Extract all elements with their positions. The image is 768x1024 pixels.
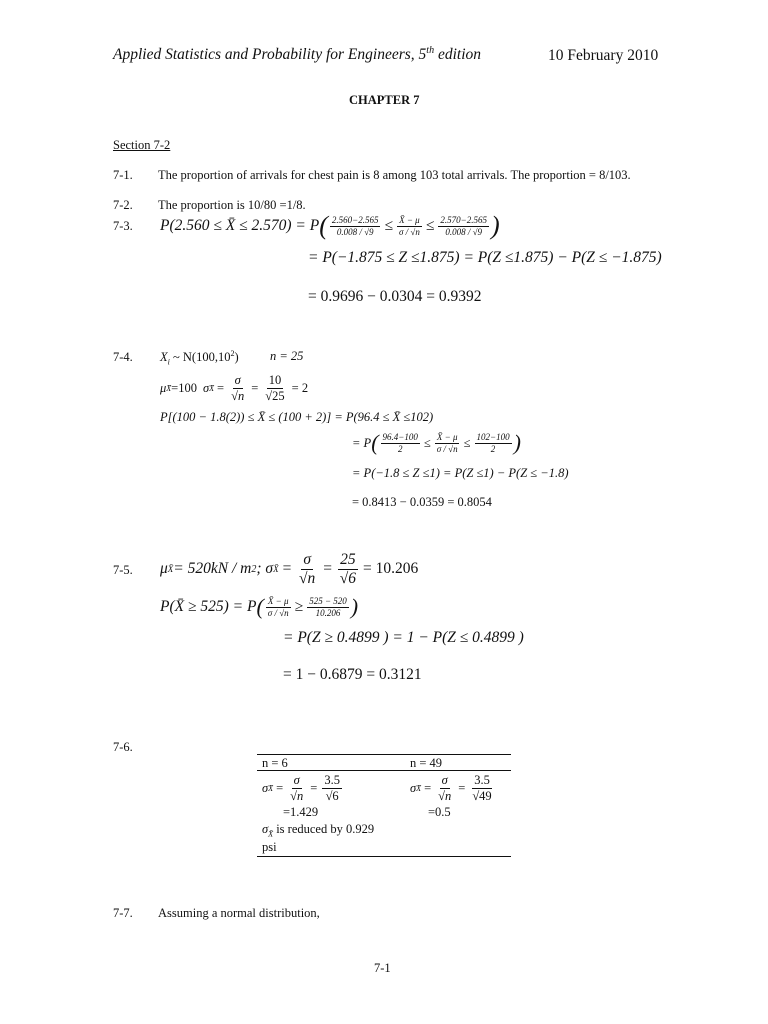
page-number: 7-1 bbox=[374, 961, 391, 975]
table-top-rule bbox=[257, 754, 511, 755]
problem-text: The proportion of arrivals for chest pain is 8 among 103 total arrivals. The proportion = 8/103. bbox=[158, 168, 631, 182]
equation-line: = P(−1.8 ≤ Z ≤1) = P(Z ≤1) − P(Z ≤ −1.8) bbox=[352, 466, 569, 480]
equation-line: $X_i$ ~ N(100,10$^2$) bbox=[160, 349, 239, 367]
problem-number: 7-3. bbox=[113, 219, 133, 233]
equation-line: P(2.560 ≤ X̄ ≤ 2.570) = P ( $\frac{2.560-2.565}{0.008 / √9}$ ≤ $\frac{X̄ - \mu}{\sigma / √n}$ ≤ $\frac{2.570-2.565}{0.008 / √9}$ ) bbox=[160, 211, 500, 240]
problem-number: 7-2. bbox=[113, 198, 133, 212]
equation-line: μ X̄ = 520kN / m 2 ; σ X̄ = $\frac{\sigma}{√n}$ = $\frac{25}{√6}$ = 10.206 bbox=[160, 551, 419, 587]
equation-line: = 1 − 0.6879 = 0.3121 bbox=[283, 666, 422, 683]
table-cell: σ X̄ = $\frac{\sigma}{√n}$ = $\frac{3.5}{√6}$ bbox=[262, 773, 340, 803]
equation-line: μ X̄ =100 σ X̄ = $\frac{\sigma}{√n}$ = $\frac{10}{√25}$ = 2 bbox=[160, 373, 309, 403]
equation-line: = 0.9696 − 0.0304 = 0.9392 bbox=[308, 288, 482, 305]
table-note: $\sigma_{X̄}$ is reduced by 0.929 bbox=[262, 822, 375, 839]
table-note-unit: psi bbox=[262, 840, 277, 854]
problem-text: Assuming a normal distribution, bbox=[158, 906, 320, 920]
equation-line: = P ( $\frac{96.4-100}{2}$ ≤ $\frac{X̄ - \mu}{\sigma / √n}$ ≤ $\frac{102-100}{2}$ ) bbox=[352, 430, 521, 455]
table-header-cell: n = 6 bbox=[262, 756, 288, 770]
chapter-title: CHAPTER 7 bbox=[349, 93, 420, 107]
table-cell: =1.429 bbox=[283, 805, 319, 819]
problem-text: The proportion is 10/80 =1/8. bbox=[158, 198, 306, 212]
equation-line: P(X̄ ≥ 525) = P ( $\frac{X̄ - \mu}{\sigma / √n}$ ≥ $\frac{525 - 520}{10.206}$ ) bbox=[160, 594, 359, 619]
problem-number: 7-7. bbox=[113, 906, 133, 920]
table-cell: σ X̄ = $\frac{\sigma}{√n}$ = $\frac{3.5}{√49}$ bbox=[410, 773, 492, 803]
equation-line: P[(100 − 1.8(2)) ≤ X̄ ≤ (100 + 2)] = P(96.4 ≤ X̄ ≤102) bbox=[160, 410, 434, 424]
table-header-cell: n = 49 bbox=[410, 756, 443, 770]
book-title: Applied Statistics and Probability for Engineers, 5th edition bbox=[113, 45, 482, 64]
header-date: 10 February 2010 bbox=[548, 47, 659, 64]
equation-line: = 0.8413 − 0.0359 = 0.8054 bbox=[352, 495, 492, 509]
problem-number: 7-1. bbox=[113, 168, 133, 182]
problem-number: 7-4. bbox=[113, 350, 133, 364]
section-heading: Section 7-2 bbox=[113, 138, 171, 152]
problem-number: 7-6. bbox=[113, 740, 133, 754]
table-bottom-rule bbox=[257, 856, 511, 857]
sample-size: n = 25 bbox=[270, 349, 304, 363]
equation-line: = P(Z ≥ 0.4899 ) = 1 − P(Z ≤ 0.4899 ) bbox=[283, 629, 524, 646]
equation-line: = P(−1.875 ≤ Z ≤1.875) = P(Z ≤1.875) − P(Z ≤ −1.875) bbox=[308, 249, 662, 266]
table-cell: =0.5 bbox=[428, 805, 451, 819]
problem-number: 7-5. bbox=[113, 563, 133, 577]
